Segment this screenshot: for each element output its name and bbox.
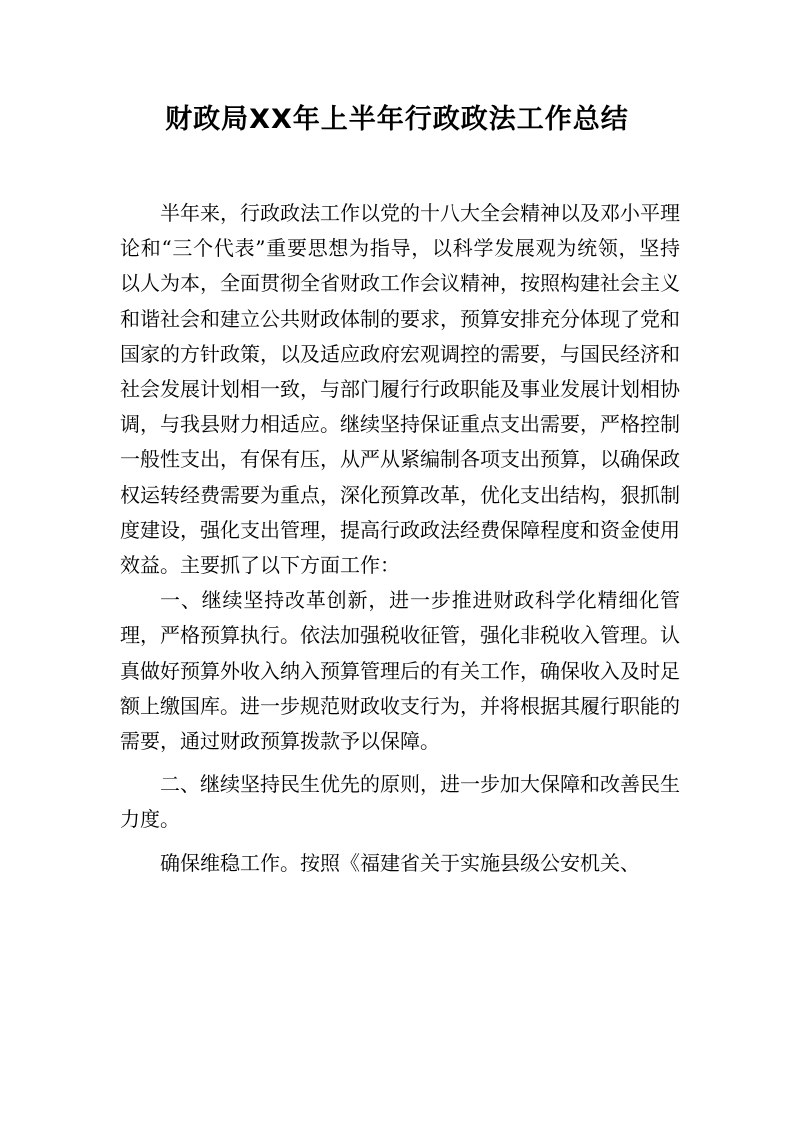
document-body	[120, 196, 680, 881]
paragraph-intro: 半年来，行政政法工作以党的十八大全会精神以及邓小平理论和“三个代表”重要思想为指导，以科学发展观为统领，坚持以人为本，全面贯彻全省财政工作会议精神，按照构建社会主义和谐社会和建立公共财政体制的要求，预算安排充分体现了党和国家的方针政策，以及适应政府宏观调控的需要，与国民经济和社会发展计划相一致，与部门履行行政职能及事业发展计划相协调，与我县财力相适应。继续坚持保证重点支出需要，严格控制一般性支出，有保有压，从严从紧编制各项支出预算，以确保政权运转经费需要为重点，深化预算改革，优化支出结构，狠抓制度建设，强化支出管理，提高行政政法经费保障程度和资金使用效益。主要抓了以下方面工作：	[120, 201, 680, 578]
paragraph-section-two: 二、继续坚持民生优先的原则，进一步加大保障和改善民生力度。	[120, 772, 680, 832]
paragraph-stability: 确保维稳工作。按照《福建省关于实施县级公安机关、	[160, 850, 640, 875]
document-title: 财政局XX年上半年行政政法工作总结	[165, 104, 629, 135]
paragraph-section-one: 一、继续坚持改革创新，进一步推进财政科学化精细化管理，严格预算执行。依法加强税收征管，强化非税收入管理。认真做好预算外收入纳入预算管理后的有关工作，确保收入及时足额上缴国库。进一步规范财政收支行为，并将根据其履行职能的需要，通过财政预算拨款予以保障。	[120, 588, 680, 754]
